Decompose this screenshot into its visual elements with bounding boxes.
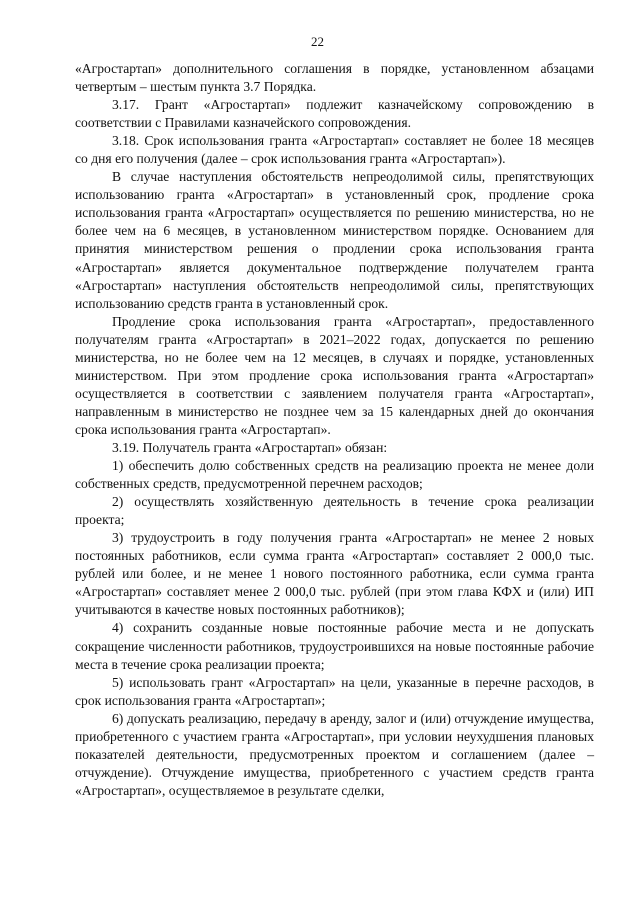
obligation-item-3: 3) трудоустроить в году получения гранта «Агростартап» не менее 2 новых постоянных работников, если сумма гранта «Агростартап» составляет 2 000,0 тыс. рублей или более, и не менее 1 нового постоянного работника, если сумма гранта «Агростартап» составляет менее 2 000,0 тыс. рублей (при этом глава КФХ и (или) ИП учитываются в качестве новых постоянных работников); — [75, 530, 594, 618]
obligation-item-4: 4) сохранить созданные новые постоянные рабочие места и не допускать сокращение численности работников, трудоустроившихся на новые постоянные рабочие места в течение срока реализации проекта; — [75, 620, 594, 672]
paragraph-continuation: «Агростартап» дополнительного соглашения в порядке, установленном абзацами четвертым – шестым пункта 3.7 Порядка. — [75, 61, 594, 95]
paragraph-extension-2021-2022: Продление срока использования гранта «Агростартап», предоставленного получателям гранта «Агростартап» в 2021–2022 годах, допускается по решению министерства, но не более чем на 12 месяцев, в случаях и порядке, установленных министерством. При этом продление срока использования гранта «Агростартап» осуществляется в соответствии с заявлением получателя гранта «Агростартап», направленным в министерство не позднее чем за 15 календарных дней до окончания срока использования гранта «Агростартап». — [75, 313, 594, 437]
document-body — [75, 60, 594, 800]
paragraph-3-18: 3.18. Срок использования гранта «Агростартап» составляет не более 18 месяцев со дня его получения (далее – срок использования гранта «Агростартап»). — [75, 133, 594, 167]
paragraph-force-majeure: В случае наступления обстоятельств непреодолимой силы, препятствующих использованию гранта «Агростартап» в установленный срок, продление срока использования гранта «Агростартап» осуществляется по решению министерства, но не более чем на 6 месяцев, в установленном министерством порядке. Основанием для принятия министерством решения о продлении срока использования гранта «Агростартап» является документальное подтверждение получателем гранта «Агростартап» наступления обстоятельств непреодолимой силы, препятствующих использованию средств гранта в установленный срок. — [75, 169, 594, 311]
page-number: 22 — [311, 34, 324, 49]
obligation-item-1: 1) обеспечить долю собственных средств на реализацию проекта не менее доли собственных средств, предусмотренной перечнем расходов; — [75, 458, 594, 492]
paragraph-3-19: 3.19. Получатель гранта «Агростартап» обязан: — [112, 439, 388, 455]
obligation-item-6: 6) допускать реализацию, передачу в аренду, залог и (или) отчуждение имущества, приобретенного с участием гранта «Агростартап», при условии неухудшения плановых показателей деятельности, предусмотренных проектом и соглашением (далее – отчуждение). Отчуждение имущества, приобретенного с участием средств гранта «Агростартап», осуществляемое в результате сделки, — [75, 710, 594, 798]
obligation-item-5: 5) использовать грант «Агростартап» на цели, указанные в перечне расходов, в срок использования гранта «Агростартап»; — [75, 674, 594, 708]
paragraph-3-17: 3.17. Грант «Агростартап» подлежит казначейскому сопровождению в соответствии с Правилами казначейского сопровождения. — [75, 97, 594, 131]
obligation-item-2: 2) осуществлять хозяйственную деятельность в течение срока реализации проекта; — [75, 494, 594, 528]
